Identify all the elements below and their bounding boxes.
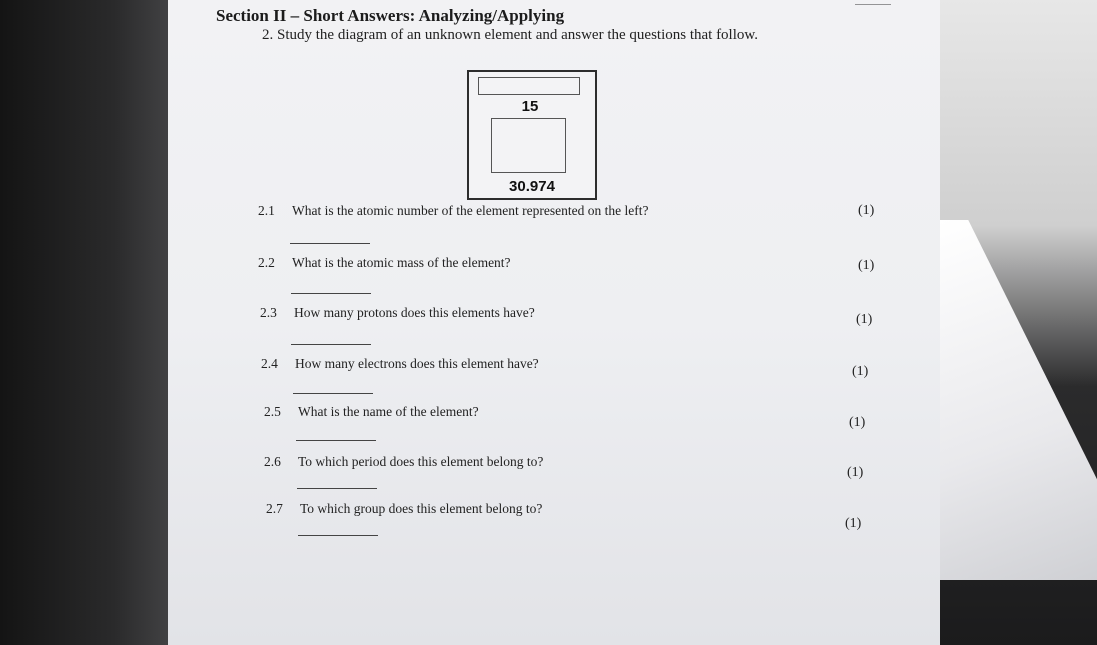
question-instruction: 2. Study the diagram of an unknown element and answer the questions that follow. bbox=[262, 27, 759, 43]
answer-line[interactable] bbox=[291, 344, 371, 345]
question-text: What is the atomic number of the element represented on the left? bbox=[292, 203, 649, 218]
question-mark: (1) bbox=[858, 203, 875, 218]
element-card bbox=[467, 70, 597, 200]
question-number: 2.1 bbox=[258, 203, 275, 218]
question-2-5 bbox=[264, 404, 479, 420]
answer-line[interactable] bbox=[296, 440, 376, 441]
question-mark: (1) bbox=[858, 258, 875, 273]
answer-line[interactable] bbox=[297, 488, 377, 489]
question-2-6 bbox=[264, 454, 543, 470]
question-number: 2.3 bbox=[260, 305, 277, 320]
question-2-2 bbox=[258, 255, 511, 271]
page-corner-mark bbox=[855, 4, 891, 7]
question-number: 2.2 bbox=[258, 255, 275, 270]
section-title: Section II – Short Answers: Analyzing/Applying bbox=[216, 6, 565, 25]
desk-background-left bbox=[0, 0, 190, 645]
question-2-1 bbox=[258, 203, 648, 219]
question-text: What is the atomic mass of the element? bbox=[292, 255, 511, 270]
element-symbol-blank bbox=[491, 118, 566, 173]
answer-line[interactable] bbox=[298, 535, 378, 536]
question-text: What is the name of the element? bbox=[298, 404, 479, 419]
question-text: To which period does this element belong to? bbox=[298, 454, 544, 469]
question-mark: (1) bbox=[845, 516, 862, 531]
question-text: How many protons does this elements have? bbox=[294, 305, 535, 320]
answer-line[interactable] bbox=[291, 293, 371, 294]
atomic-mass: 30.974 bbox=[509, 178, 555, 195]
element-name-blank bbox=[478, 77, 580, 95]
question-number: 2.4 bbox=[261, 356, 278, 371]
question-mark: (1) bbox=[856, 312, 873, 327]
question-number: 2.5 bbox=[264, 404, 281, 419]
atomic-number: 15 bbox=[521, 98, 539, 115]
question-text: To which group does this element belong to? bbox=[300, 501, 543, 516]
question-mark: (1) bbox=[852, 364, 869, 379]
question-2-7 bbox=[266, 501, 542, 517]
answer-line[interactable] bbox=[290, 243, 370, 244]
question-number: 2.6 bbox=[264, 454, 281, 469]
answer-line[interactable] bbox=[293, 393, 373, 394]
question-2-3 bbox=[260, 305, 535, 321]
question-text: How many electrons does this element have? bbox=[295, 356, 539, 371]
question-number: 2.7 bbox=[266, 501, 283, 516]
question-mark: (1) bbox=[849, 415, 866, 430]
question-2-4 bbox=[261, 356, 539, 372]
question-mark: (1) bbox=[847, 465, 864, 480]
